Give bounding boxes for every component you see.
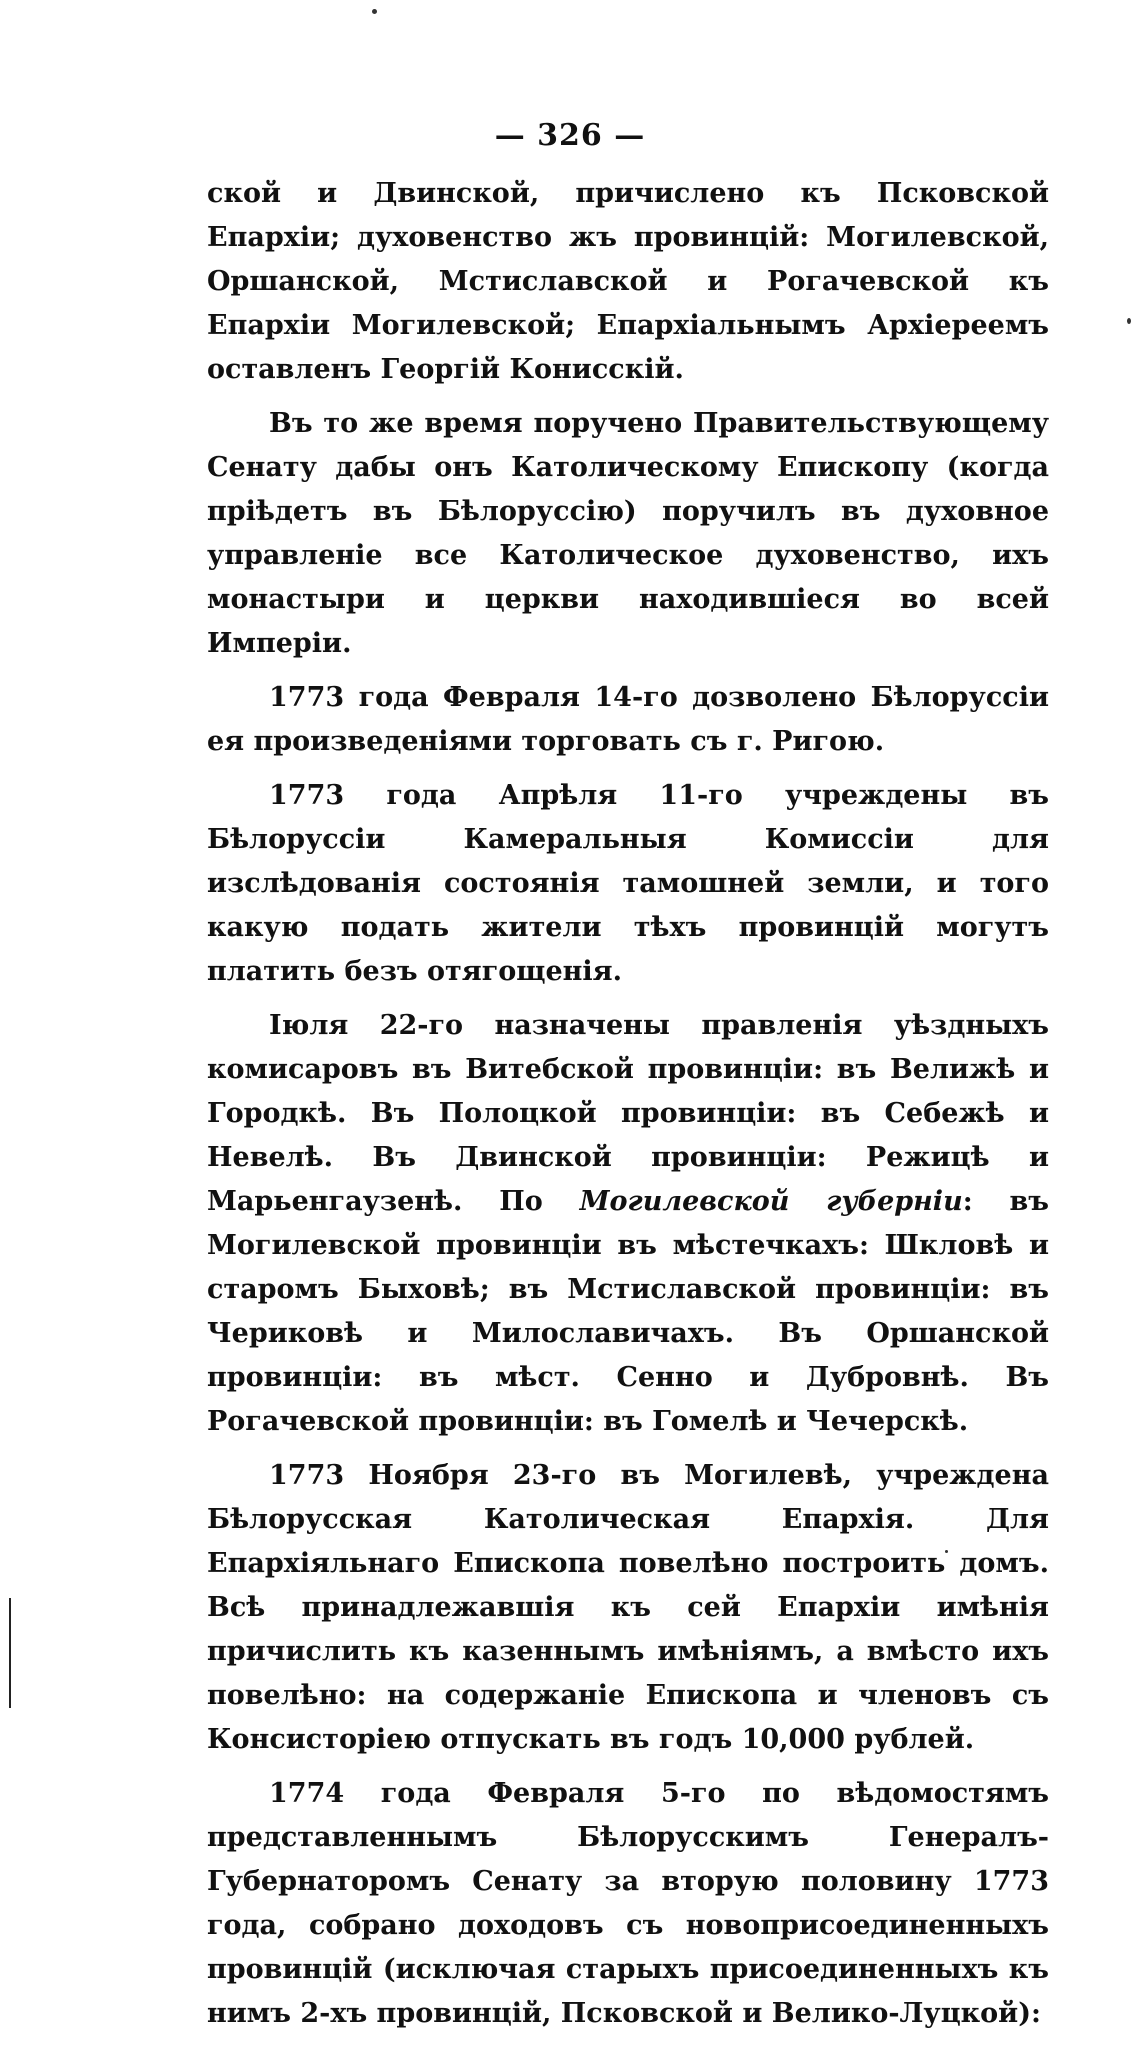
paragraph-6: 1773 Ноября 23-го въ Могилевѣ, учреждена Бѣлорусская Католическая Епархія. Для Епархіяльнаго Епископа повелѣно построить домъ. Всѣ принадлежавшія къ сей Епархіи имѣнія причислить къ казеннымъ имѣніямъ, а вмѣсто ихъ повелѣно: на содержаніе Епископа и членовъ съ Консисторіею отпускать въ годъ 10,000 рублей. [207,1460,1049,1755]
paragraph-7: 1774 года Февраля 5-го по вѣдомостямъ представленнымъ Бѣлорусскимъ Генералъ-Губернаторомъ Сенату за вторую половину 1773 года, собрано доходовъ съ новоприсоединенныхъ провинцій (исключая старыхъ присоединенныхъ къ нимъ 2-хъ провинцій, Псковской и Велико-Луцкой): [207,1778,1049,2029]
body-text [207,172,1049,2046]
page-number: — 326 — [494,118,646,153]
paragraph-5 [207,1004,1049,1444]
paragraph-5-text-end: : въ Могилевской провинціи въ мѣстечкахъ: Шкловѣ и старомъ Быховѣ; въ Мстиславской провинціи: въ Чериковѣ и Милославичахъ. Въ Оршанской провинціи: въ мѣст. Сенно и Дубровнѣ. Въ Рогачевской провинціи: въ Гомелѣ и Чечерскѣ. [207,1186,1049,1437]
scan-edge-mark [9,1598,11,1708]
paragraph-5-text-start: Іюля 22-го назначены правленія уѣздныхъ комисаровъ въ Витебской провинціи: въ Велижѣ и Городкѣ. Въ Полоцкой провинціи: въ Себежѣ и Невелѣ. Въ Двинской провинціи: Режицѣ и Марьенгаузенѣ. По [207,1010,1049,1217]
scan-speck [1127,318,1131,324]
paragraph-3: 1773 года Февраля 14-го дозволено Бѣлоруссіи ея произведеніями торговать съ г. Ригою. [207,682,1049,757]
italic-governorate-name: Могилевской губерніи [579,1186,963,1217]
paragraph-4: 1773 года Апрѣля 11-го учреждены въ Бѣлоруссіи Камеральныя Комиссіи для изслѣдованія состоянія тамошней земли, и того какую подать жители тѣхъ провинцій могутъ платить безъ отягощенія. [207,780,1049,987]
scan-speck [372,9,377,14]
paragraph-2: Въ то же время поручено Правительствующему Сенату дабы онъ Католическому Епископу (когда пріѣдетъ въ Бѣлоруссію) поручилъ въ духовное управленіе все Католическое духовенство, ихъ монастыри и церкви находившіеся во всей Имперіи. [207,408,1049,659]
paragraph-1: ской и Двинской, причислено къ Псковской Епархіи; духовенство жъ провинцій: Могилевской, Оршанской, Мстиславской и Рогачевской къ Епархіи Могилевской; Епархіальнымъ Архіереемъ оставленъ Георгій Конисскій. [207,178,1049,385]
